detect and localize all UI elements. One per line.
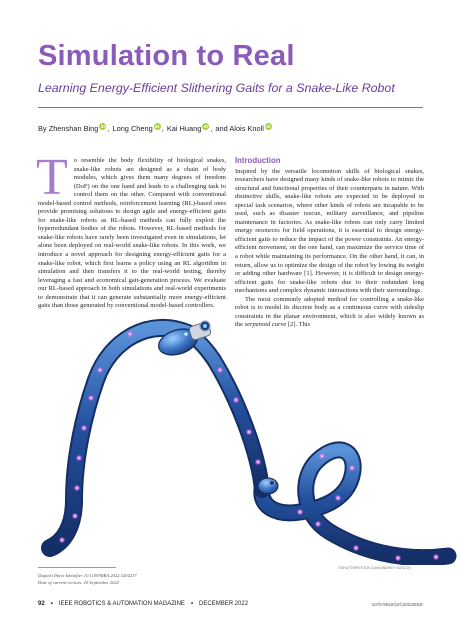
orcid-icon[interactable]: iD [203, 124, 209, 129]
author-prefix: By [38, 124, 49, 133]
footnote-divider [38, 567, 116, 568]
author-line: By Zhenshan Bing iD , Long Cheng iD , Kai Huang iD , and Alois Knoll iD [38, 124, 271, 133]
footnote-doi: Digital Object Identifier 10.1109/MRA.2022.3204237 [38, 573, 137, 578]
snake-robot-front [50, 328, 190, 548]
intro-paragraph-1: Inspired by the versatile locomotion skills of biological snakes, researchers have designed many kinds of snake-like robots to mimic the structural and functional properties of their counterparts in nature. With distinctive skills, snake-like robots are expected to be deployed in special task scenarios, where other kinds of robots are incapable to be used, such as disaster rescue, military surveillance, and pipeline maintenance in factories. As snake-like robots can only carry limited energy resources for field operations, it is essential to design energy-efficient gaits to reduce the impact of the power constraints. An energy-efficient movement, on the one hand, can maximize the service time of a robot while maintaining its performance. On the other hand, it can, in return, allow us to optimize the design of the robot by lowing its weight or adding other hardware [1]. However, it is difficult to design energy-efficient gaits for snake-like robots due to their redundant long mechanisms and complex dynamic interactions with their surroundings. [235, 167, 424, 295]
footnote-date: Date of current version: 20 September 2022 [38, 580, 119, 585]
article-subtitle: Learning Energy-Efficient Slithering Gaits for a Snake-Like Robot [38, 81, 395, 95]
magazine-name: IEEE ROBOTICS & AUTOMATION MAGAZINE [58, 601, 185, 607]
title-divider [38, 107, 423, 108]
intro-p2-end: [2]. This [286, 321, 311, 329]
drop-cap: T [36, 149, 68, 206]
snake-robot-illustration [0, 300, 460, 565]
page-footer [38, 601, 248, 607]
issue-date: DECEMBER 2022 [199, 601, 249, 607]
intro-p2-emphasis: serpenoid curve [244, 321, 287, 329]
image-credit: ©SHUTTERSTOCK.COM/ANDREY SUSLOV [338, 566, 411, 570]
author-name-3: Kai Huang [166, 124, 202, 133]
author-name-1: Zhenshan Bing [48, 124, 99, 133]
snake-robot-second-head [258, 478, 278, 494]
author-name-4: and Alois Knoll [215, 124, 264, 133]
article-title: Simulation to Real [38, 40, 295, 72]
snake-robot-tail [262, 450, 448, 558]
issn-code: 1070-9932/22©2022IEEE [371, 602, 423, 607]
author-name-2: Long Cheng [112, 124, 153, 133]
footer-bullet: • [190, 601, 194, 607]
orcid-icon[interactable]: iD [266, 124, 271, 129]
footer-bullet: • [50, 601, 53, 607]
snake-robot-back [190, 334, 262, 490]
orcid-icon[interactable]: iD [100, 124, 106, 129]
section-heading-introduction: Introduction [235, 156, 281, 165]
intro-p2-start: The most commonly adopted method for controlling a snake-like robot is to model its discrete body as a continuous curve with sideslip constraints in the planar environment, which is also widely known as the [235, 295, 424, 329]
orcid-icon[interactable]: iD [155, 124, 160, 129]
page-number: 92 [38, 601, 45, 607]
abstract-text: o resemble the body flexibility of biological snakes, snake-like robots are designed as a chain of body modules, which gives them many degrees of freedom (DoF) on the one hand and leads to a challenging task to control them on the other. Compared with conventional model-based control methods, reinforcement learning (RL)-based ones provide promising solutions to design agile and energy-efficient gaits for snake-like robots as RL-based methods can fully exploit the hyperredundant bodies of the robots. However, RL-based methods for snake-like robots have rarely been investigated even in simulations, let alone been deployed on real-world snake-like robots. In this work, we introduce a novel approach for designing energy-efficient gaits for a snake-like robot, which first learns a policy using an RL algorithm in simulation and then transfers it to the real-world testing, thereby leveraging a fast and economical gait-generation process. We evaluate our RL-based approach in both simulations and real-world experiments to demonstrate that it can generate substantially more energy-efficient gaits than those generated by conventional model-based controllers. [38, 157, 226, 310]
